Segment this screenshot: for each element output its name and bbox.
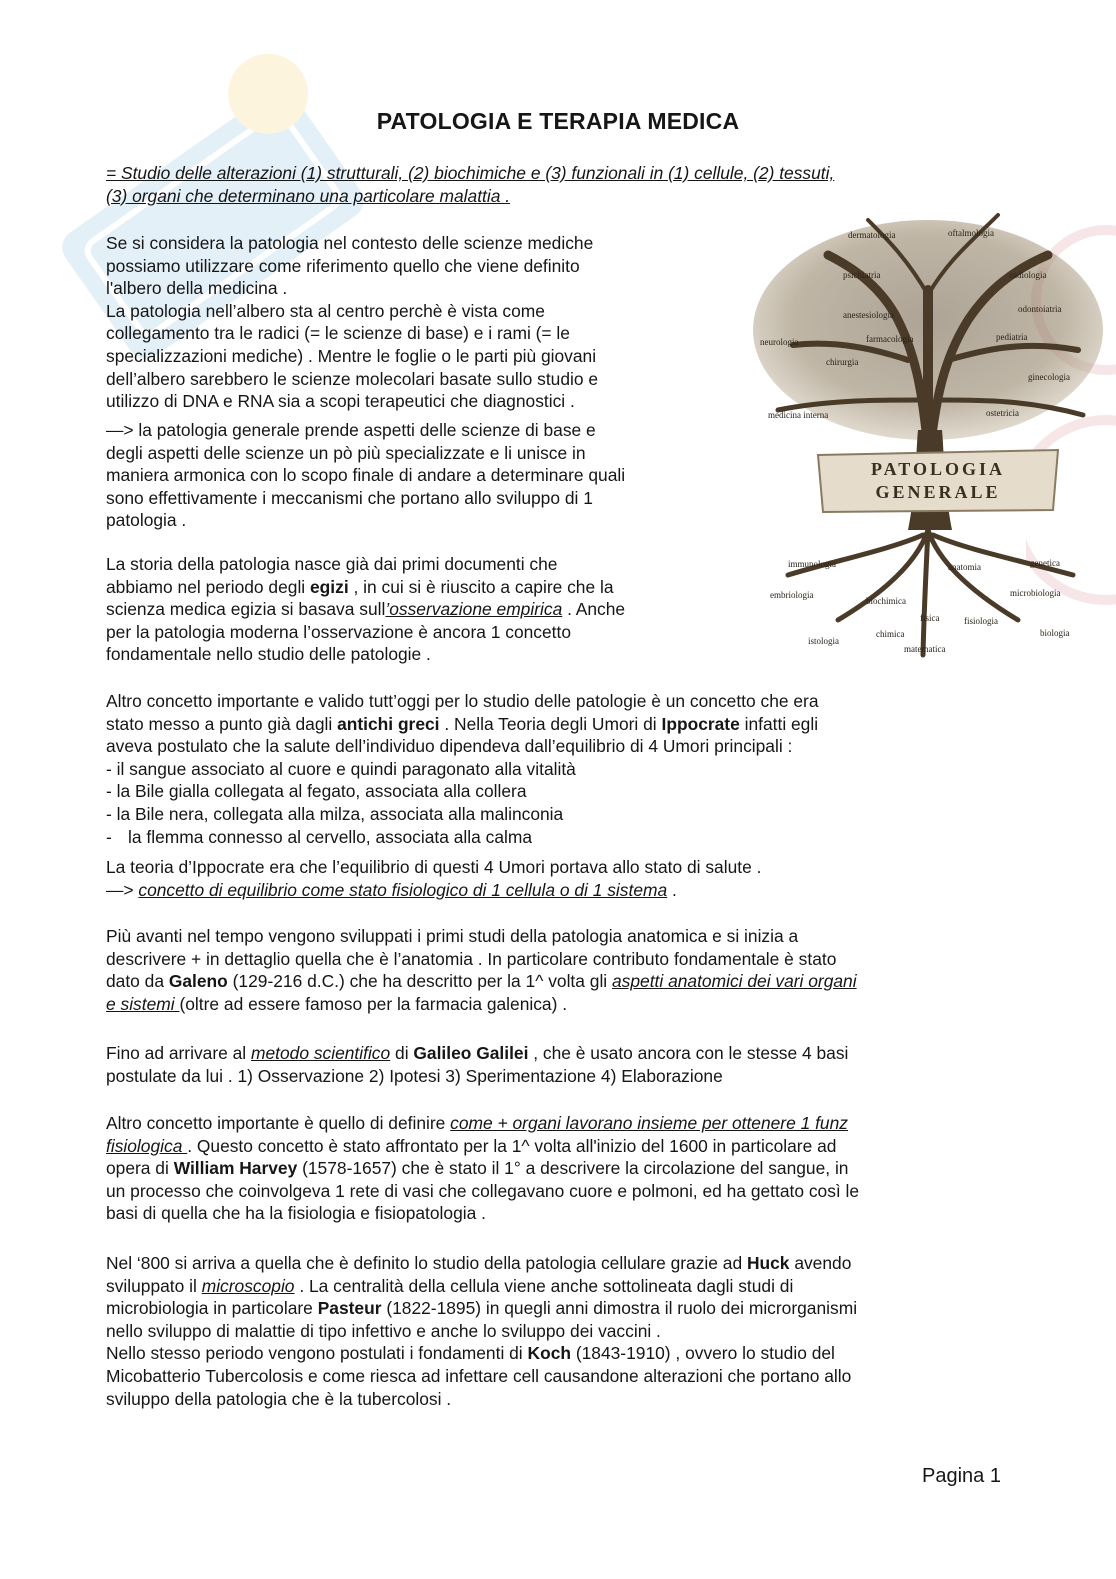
arrow-paragraph — [106, 419, 625, 532]
text-line: Più avanti nel tempo vengono sviluppati i primi studi della patologia anatomica e si inizia a — [106, 926, 799, 946]
tree-branch-label: chirurgia — [826, 357, 859, 367]
text-line: collegamento tra le radici (= le scienze di base) e i rami (= le — [106, 323, 570, 344]
text-line: Se si considera la patologia nel contesto delle scienze mediche — [106, 233, 594, 253]
tree-root-label: microbiologia — [1010, 588, 1061, 598]
text-line: basi di quella che ha la fisiologia e fisiopatologia . — [106, 1203, 486, 1224]
text-line: sviluppo della patologia che è la tubercolosi . — [106, 1388, 452, 1409]
tree-root-label: biologia — [1040, 628, 1070, 638]
greeks-conclusion — [106, 856, 761, 901]
text-line: patologia . — [106, 510, 187, 531]
text-line: Nello stesso periodo vengono postulati i fondamenti di Koch (1843-1910) , ovvero lo studio del — [106, 1343, 835, 1364]
definition-line: (3) organi che determinano una particolare malattia . — [106, 185, 511, 206]
text-line: La teoria d’Ippocrate era che l’equilibrio di questi 4 Umori portava allo stato di salute . — [106, 857, 762, 877]
keyword-william-harvey: William Harvey — [173, 1158, 298, 1179]
text-line: opera di William Harvey (1578-1657) che è stato il 1° a descrivere la circolazione del sangue, in — [106, 1158, 849, 1179]
text-line: un processo che coinvolgeva 1 rete di vasi che collegavano cuore e polmoni, ed ha gettato così le — [106, 1180, 860, 1201]
tree-branch-label: neurologia — [760, 337, 799, 347]
tree-root-label: embriologia — [770, 590, 814, 600]
text-line: stato messo a punto già dagli antichi greci . Nella Teoria degli Umori di Ippocrate infatti egli — [106, 713, 819, 734]
tree-branch-label: odontoiatria — [1018, 304, 1062, 314]
list-item: - la flemma connesso al cervello, associata alla calma — [106, 826, 533, 847]
text-line: La storia della patologia nasce già dai primi documenti che — [106, 554, 558, 574]
page-number: Pagina 1 — [922, 1465, 1001, 1487]
keyword-antichi-greci: antichi greci — [337, 713, 440, 734]
tree-branch-label: anestesiologia — [843, 310, 894, 320]
text-line: degli aspetti delle scienze un pò più specializzate e li unisce in — [106, 442, 586, 463]
tree-branch-label: psichiatria — [843, 270, 881, 280]
text-line: descrivere + in dettaglio quella che è l’anatomia . In particolare contributo fondamentale è stato — [106, 948, 837, 969]
text-line: specializzazioni mediche) . Mentre le foglie o le parti più giovani — [106, 345, 597, 366]
text-line: Nel ‘800 si arriva a quella che è definito lo studio della patologia cellulare grazie ad Huck avendo — [106, 1253, 852, 1273]
tree-branch-label: farmacologia — [866, 334, 914, 344]
definition-line: = Studio delle alterazioni (1) strutturali, (2) biochimiche e (3) funzionali in (1) cellule, (2) tessuti, — [106, 163, 835, 183]
list-item: - la Bile nera, collegata alla milza, associata alla malinconia — [106, 803, 564, 824]
text-line: abbiamo nel periodo degli egizi , in cui si è riuscito a capire che la — [106, 576, 614, 597]
text-line: possiamo utilizzare come riferimento quello che viene definito — [106, 255, 580, 276]
text-line: maniera armonica con lo scopo finale di andare a determinare quali — [106, 465, 626, 486]
tree-branch-label: ginecologia — [1028, 372, 1070, 382]
tree-root-label: chimica — [876, 629, 905, 639]
keyword-galileo: Galileo Galilei — [413, 1043, 529, 1063]
text-line: scienza medica egizia si basava sull’osservazione empirica . Anche — [106, 599, 626, 620]
tree-root-label: fisica — [920, 613, 940, 623]
text-line: per la patologia moderna l’osservazione è ancora 1 concetto — [106, 621, 572, 642]
text-line: aveva postulato che la salute dell’individuo dipendeva dall’equilibrio di 4 Umori principali : — [106, 736, 793, 757]
tree-branch-label: dermatologia — [848, 230, 896, 240]
galeno-paragraph — [106, 925, 857, 1015]
keyword-huck: Huck — [746, 1253, 790, 1273]
text-line: sono effettivamente i meccanismi che portano allo sviluppo di 1 — [106, 487, 593, 508]
text-line: fisiologica . Questo concetto è stato affrontato per la 1^ volta all'inizio del 1600 in particolare ad — [106, 1135, 837, 1156]
emphasis-equilibrio: concetto di equilibrio come stato fisiologico di 1 cellula o di 1 sistema — [138, 879, 668, 900]
text-line: fondamentale nello studio delle patologie . — [106, 644, 431, 665]
emphasis-osservazione: ’osservazione empirica — [385, 599, 563, 620]
tree-branch-label: ostetricia — [986, 408, 1019, 418]
definition — [106, 162, 834, 207]
text-line: dato da Galeno (129-216 d.C.) che ha descritto per la 1^ volta gli aspetti anatomici dei vari organi — [106, 971, 857, 992]
tree-root-label: fisiologia — [964, 616, 998, 626]
text-line: sviluppato il microscopio . La centralità della cellula viene anche sottolineata dagli studi di — [106, 1275, 794, 1296]
list-item: - la Bile gialla collegata al fegato, associata alla collera — [106, 781, 527, 802]
text-line: Micobatterio Tubercolosis e come riesca ad infettare cell causandone alterazioni che portano allo — [106, 1365, 852, 1386]
keyword-koch: Koch — [527, 1343, 571, 1364]
tree-root-label: anatomia — [948, 562, 981, 572]
text-line: —> concetto di equilibrio come stato fisiologico di 1 cellula o di 1 sistema . — [106, 879, 677, 900]
greeks-paragraph — [106, 690, 819, 848]
page-title: PATOLOGIA E TERAPIA MEDICA — [376, 108, 740, 134]
emphasis-metodo-scientifico: metodo scientifico — [250, 1043, 391, 1063]
emphasis-aspetti-anatomici: aspetti anatomici dei vari organi — [612, 971, 857, 992]
tree-root-label: matematica — [904, 644, 946, 654]
tree-root-label: genetica — [1030, 558, 1060, 568]
text-line: utilizzo di DNA e RNA sia a scopi terapeutici che diagnostici . — [106, 391, 575, 412]
emphasis-microscopio: microscopio — [201, 1275, 295, 1296]
keyword-ippocrate: Ippocrate — [661, 713, 740, 734]
tree-branch-label: oftalmologia — [948, 228, 994, 238]
tree-branch-label: radiologia — [1010, 270, 1047, 280]
keyword-galeno: Galeno — [168, 971, 228, 992]
text-line: La patologia nell’albero sta al centro perchè è vista come — [106, 300, 545, 321]
tree-root-label: immunologia — [788, 559, 836, 569]
intro-paragraph — [106, 232, 598, 413]
tree-root-label: biochimica — [866, 596, 906, 606]
tree-of-medicine-illustration — [748, 200, 1110, 670]
text-line: dell’albero sarebbero le scienze molecolari basate sullo studio e — [106, 368, 599, 389]
tree-root-label: istologia — [808, 636, 839, 646]
tree-branch-label: pediatria — [996, 332, 1028, 342]
text-line: —> la patologia generale prende aspetti delle scienze di base e — [106, 420, 596, 440]
keyword-egizi: egizi — [310, 576, 349, 597]
list-item: - il sangue associato al cuore e quindi paragonato alla vitalità — [106, 758, 576, 779]
tree-banner-line: GENERALE — [875, 482, 1001, 502]
emphasis-organi-insieme: come + organi lavorano insieme per ottenere 1 funz — [450, 1113, 848, 1133]
harvey-paragraph — [106, 1112, 859, 1225]
text-line: microbiologia in particolare Pasteur (1822-1895) in quegli anni dimostra il ruolo dei microrganismi — [106, 1298, 858, 1319]
text-line: l'albero della medicina . — [106, 278, 288, 299]
tree-banner-line: PATOLOGIA — [870, 459, 1006, 479]
text-line: Fino ad arrivare al metodo scientifico di Galileo Galilei , che è usato ancora con le stesse 4 basi — [106, 1043, 849, 1063]
history-paragraph — [106, 553, 625, 666]
keyword-pasteur: Pasteur — [317, 1298, 382, 1319]
text-line: e sistemi (oltre ad essere famoso per la farmacia galenica) . — [106, 993, 568, 1014]
tree-branch-label: medicina interna — [768, 410, 829, 420]
text-line: Altro concetto importante e valido tutt’oggi per lo studio delle patologie è un concetto che era — [106, 691, 819, 711]
text-line: Altro concetto importante è quello di definire come + organi lavorano insieme per ottenere 1 funz — [106, 1113, 848, 1133]
text-line: postulate da lui . 1) Osservazione 2) Ipotesi 3) Sperimentazione 4) Elaborazione — [106, 1065, 723, 1086]
cell-paragraph — [106, 1252, 857, 1410]
text-line: nello sviluppo di malattie di tipo infettivo e anche lo sviluppo dei vaccini . — [106, 1320, 661, 1341]
galileo-paragraph — [106, 1042, 848, 1087]
